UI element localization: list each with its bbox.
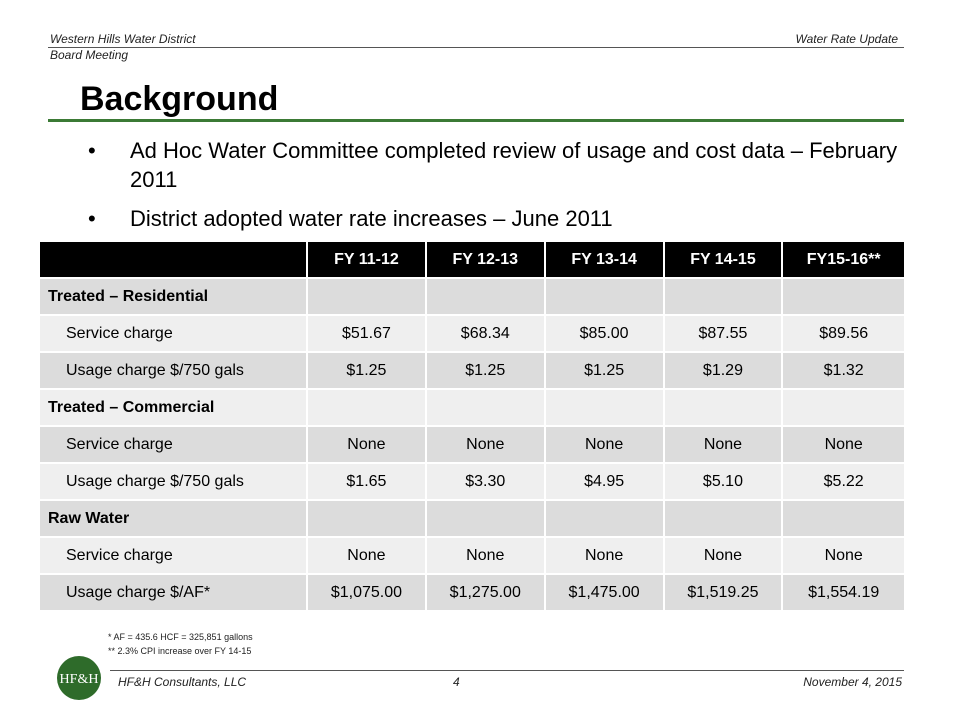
title-divider (48, 119, 904, 122)
table-row (40, 575, 904, 610)
empty-cell (546, 501, 663, 536)
section-label: Treated – Residential (40, 279, 306, 314)
empty-cell (783, 390, 904, 425)
bullet-dot: • (88, 206, 96, 231)
section-row (40, 279, 904, 314)
empty-cell (308, 279, 425, 314)
bullet-item (80, 204, 900, 233)
table-cell: $1,075.00 (308, 575, 425, 610)
row-label: Usage charge $/750 gals (40, 353, 306, 388)
section-label: Raw Water (40, 501, 306, 536)
header-org: Western Hills Water District (50, 32, 196, 46)
table-cell: $3.30 (427, 464, 544, 499)
table-header-row (40, 242, 904, 277)
table-row (40, 427, 904, 462)
table-cell: None (427, 538, 544, 573)
empty-cell (308, 501, 425, 536)
table-cell: None (665, 538, 782, 573)
empty-cell (665, 279, 782, 314)
column-header: FY 13-14 (546, 242, 663, 277)
empty-cell (783, 279, 904, 314)
empty-cell (427, 279, 544, 314)
bullet-item (80, 136, 900, 194)
empty-cell (665, 501, 782, 536)
table-cell: None (665, 427, 782, 462)
table-cell: $5.10 (665, 464, 782, 499)
table-row (40, 464, 904, 499)
table-cell: $1.32 (783, 353, 904, 388)
table-cell: None (546, 538, 663, 573)
table-cell: $85.00 (546, 316, 663, 351)
header-meeting: Board Meeting (50, 48, 129, 62)
header-divider (48, 47, 904, 48)
footer-divider (110, 670, 904, 671)
table-cell: $5.22 (783, 464, 904, 499)
empty-cell (427, 501, 544, 536)
table-cell: $1.25 (546, 353, 663, 388)
table-cell: $1,519.25 (665, 575, 782, 610)
table-cell: $1,475.00 (546, 575, 663, 610)
table-cell: $1.65 (308, 464, 425, 499)
bullet-text: Ad Hoc Water Committee completed review of usage and cost data – February 2011 (130, 138, 898, 192)
table-row (40, 353, 904, 388)
table-cell: $89.56 (783, 316, 904, 351)
column-header: FY15-16** (783, 242, 904, 277)
table-row (40, 316, 904, 351)
table-cell: None (783, 427, 904, 462)
logo-text: HF&H (59, 672, 99, 687)
empty-cell (783, 501, 904, 536)
rate-table (38, 240, 906, 612)
empty-cell (546, 279, 663, 314)
table-cell: $1,275.00 (427, 575, 544, 610)
table-cell: $51.67 (308, 316, 425, 351)
empty-cell (427, 390, 544, 425)
column-header: FY 14-15 (665, 242, 782, 277)
bullet-list (80, 136, 900, 243)
row-label: Service charge (40, 538, 306, 573)
table-cell: None (783, 538, 904, 573)
footer-company: HF&H Consultants, LLC (118, 675, 247, 689)
section-row (40, 501, 904, 536)
section-label: Treated – Commercial (40, 390, 306, 425)
column-header: FY 11-12 (308, 242, 425, 277)
column-header: FY 12-13 (427, 242, 544, 277)
table-cell: $68.34 (427, 316, 544, 351)
footnote-cpi: ** 2.3% CPI increase over FY 14-15 (108, 646, 252, 656)
row-label: Usage charge $/AF* (40, 575, 306, 610)
footnote-af: * AF = 435.6 HCF = 325,851 gallons (108, 632, 253, 642)
table-cell: $1.25 (308, 353, 425, 388)
header-topic: Water Rate Update (795, 32, 898, 46)
footer-date: November 4, 2015 (803, 675, 902, 689)
row-label: Service charge (40, 427, 306, 462)
row-label: Service charge (40, 316, 306, 351)
table-cell: $1.29 (665, 353, 782, 388)
table-row (40, 538, 904, 573)
table-corner-cell (40, 242, 306, 277)
table-cell: None (308, 427, 425, 462)
bullet-text: District adopted water rate increases – June 2011 (130, 206, 613, 231)
table-cell: $4.95 (546, 464, 663, 499)
slide-title: Background (80, 80, 279, 118)
table-cell: None (427, 427, 544, 462)
table-cell: $1,554.19 (783, 575, 904, 610)
page-number: 4 (453, 675, 460, 689)
bullet-dot: • (88, 138, 96, 163)
empty-cell (308, 390, 425, 425)
section-row (40, 390, 904, 425)
table-cell: $87.55 (665, 316, 782, 351)
row-label: Usage charge $/750 gals (40, 464, 306, 499)
empty-cell (665, 390, 782, 425)
hfh-logo (56, 655, 102, 701)
table-cell: None (308, 538, 425, 573)
empty-cell (546, 390, 663, 425)
table-cell: None (546, 427, 663, 462)
table-cell: $1.25 (427, 353, 544, 388)
